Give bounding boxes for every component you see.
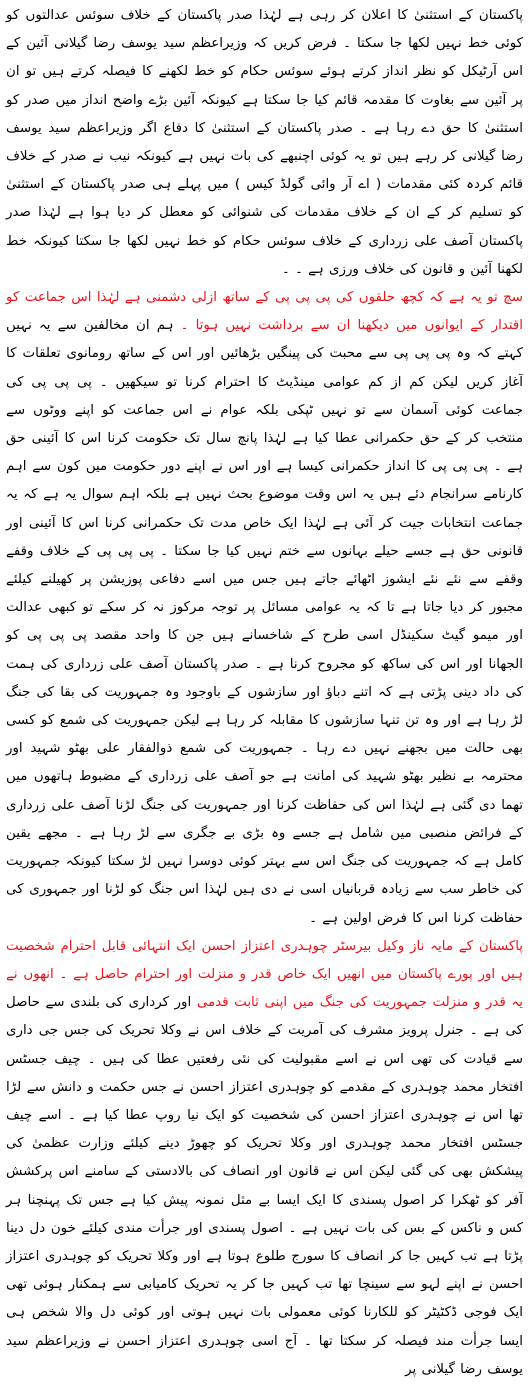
highlighted-text: سچ تو یہ ہے کہ کچھ حلقوں کی پی پی پی کے ساتھ ازلی دشمنی ہے لہٰذا اس جماعت کو اقتدار کے ایوانوں میں دیکھنا ان سے برداشت نہیں ہوتا ۔ bbox=[6, 290, 524, 334]
article-paragraph bbox=[6, 284, 523, 933]
highlighted-text: پاکستان کے مایہ ناز وکیل بیرسٹر چوہدری اعتزاز احسن ایک انتہائی قابل احترام شخصیت ہیں اور پورے پاکستان میں انھیں ایک خاص قدر و منزلت اور احترام حاصل ہے ۔ انھوں نے یہ قدر و منزلت جمہوریت کی جنگ میں اپنی ثابت قدمی bbox=[6, 938, 523, 1011]
article-body bbox=[6, 2, 523, 1384]
body-text: ہم ان مخالفین سے یہ نہیں کہتے کہ وہ پی پی پی سے محبت کی پینگیں بڑھائیں اور اس کے ساتھ رومانوی تعلقات کا آغاز کریں لیکن کم از کم عوامی مینڈیٹ کا احترام کرنا تو سیکھیں ۔ پی پی پی کی جماعت کوئی آسمان سے تو نہیں ٹپکی بلکہ عوام نے اس جماعت کو اپنے ووٹوں سے منتخب کر کے حق حکمرانی عطا کیا ہے لہٰذا پانچ سال تک حکومت کرنا اس کا آئینی حق ہے ۔ پی پی پی کا انداز حکمرانی کیسا ہے اور اس نے اپنے دور حکومت میں کون سے اہم کارنامے سرانجام دئے ہیں یہ اس وقت موضوع بحث نہیں ہے بلکہ اہم سوال یہ ہے کہ یہ جماعت انتخابات جیت کر آئی ہے لہٰذا ایک خاص مدت تک حکمرانی کرنا اس کا آئینی اور قانونی حق ہے جسے حیلے بہانوں سے ختم نہیں کیا جا سکتا ۔ پی پی پی کے خلاف وقفے وقفے سے نئے نئے ایشوز اٹھائے جاتے ہیں جس میں اسے دفاعی پوزیشن پر کھیلنے کیلئے مجبور کر دیا جاتا ہے تا کہ یہ عوامی مسائل پر توجہ مرکوز نہ کر سکے تو کبھی عدالت اور میمو گیٹ سکینڈل اسی طرح کے شاخسانے ہیں جن کا واحد مقصد پی پی پی کو الجھانا اور اس کی ساکھ کو مجروح کرنا ہے ۔ صدر پاکستان آصف علی زرداری کی ہمت کی داد دینی پڑتی ہے کہ اتنے دباؤ اور سازشوں کے باوجود وہ جمہوریت کی بقا کی جنگ لڑ رہا ہے اور وہ تن تنہا سازشوں کا مقابلہ کر رہا ہے لیکن جمہوریت کی شمع کو کسی بھی حالت میں بجھنے نہیں دے رہا ۔ جمہوریت کی شمع ذوالفقار علی بھٹو شہید اور محترمہ بے نظیر بھٹو شہید کی امانت ہے جو آصف علی زرداری کے مضبوط ہاتھوں میں تھما دی گئی ہے لہٰذا اس کی حفاظت کرنا اور جمہوریت کی جنگ لڑنا آصف علی زرداری کے فرائض منصبی میں شامل ہے جسے وہ بڑی بے جگری سے لڑ رہا ہے ۔ مجھے یقین کامل ہے کہ جمہوریت کی جنگ اس سے بہتر کوئی دوسرا نہیں لڑ سکتا کیونکہ جمہوریت کی خاطر سب سے زیادہ قربانیاں اسی نے دی ہیں لہٰذا اس جنگ کو لڑنا اور جمہوری کی حفاظت کرنا اس کا فرض اولین ہے ۔ bbox=[6, 318, 523, 926]
body-text: پاکستان کے استثنیٰ کا اعلان کر رہی ہے لہٰذا صدر پاکستان کے خلاف سوئس عدالتوں کو کوئی خط نہیں لکھا جا سکتا ۔ فرض کریں کہ وزیراعظم سید یوسف رضا گیلانی آئین کے اس آرٹیکل کو نظر انداز کرتے ہوئے سوئس حکام کو خط لکھنے کا فیصلہ کرتے ہیں تو ان پر آئین سے بغاوت کا مقدمہ قائم کیا جا سکتا ہے کیونکہ آئین بڑے واضح انداز میں صدر کو استثنیٰ کا حق دے رہا ہے ۔ صدر پاکستان کے استثنیٰ کا دفاع اگر وزیراعظم سید یوسف رضا گیلانی کر رہے ہیں تو یہ کوئی اچنبھے کی بات نہیں ہے کیونکہ نیب نے صدر کے خلاف قائم کردہ کئی مقدمات ( اے آر وائی گولڈ کیس ) میں پہلے ہی صدر پاکستان کے استثنیٰ کو تسلیم کر کے ان کے خلاف مقدمات کی شنوائی کو معطل کر دیا ہوا ہے لہٰذا صدر پاکستان آصف علی زرداری کے خلاف سوئس حکام کو خط نہیں لکھا جا سکتا کیونکہ خط لکھنا آئین و قانون کی خلاف ورزی ہے ۔ ۔ bbox=[6, 8, 523, 277]
article-paragraph bbox=[6, 2, 523, 284]
body-text: اور کرداری کی بلندی سے حاصل کی ہے ۔ جنرل پرویز مشرف کی آمریت کے خلاف اس نے وکلا تحریک کی جس جی داری سے قیادت کی تھی اس نے اسے مقبولیت کی نئی رفعتیں عطا کی ہیں ۔ چیف جسٹس افتخار محمد چوہدری کے مقدمے کو چوہدری اعتزاز احسن نے جس حکمت و دانش سے لڑا تھا اس نے چوہدری اعتزاز احسن کی شخصیت کو ایک نیا روپ عطا کیا ہے ۔ اسے چیف جسٹس افتخار محمد چوہدری اور وکلا تحریک کو چھوڑ دینے کیلئے وزارت عظمیٰ کی پیشکش بھی کی گئی لیکن اس نے قانون اور انصاف کی بالادستی کے سامنے اس پرکشش آفر کو ٹھکرا کر اصول پسندی کا ایک ایسا بے مثل نمونہ پیش کیا ہے جس تک پہنچنا ہر کس و ناکس کے بس کی بات نہیں ہے ۔ اصول پسندی اور جرأت مندی کیلئے خون دل دینا پڑتا ہے تب کہیں جا کر انصاف کا سورج طلوع ہوتا ہے اور وکلا تحریک کو چوہدری اعتزاز احسن نے اپنے لہو سے سینچا تھا تب کہیں جا کر یہ تحریک کامیابی سے ہمکنار ہوئی تھی ایک فوجی ڈکٹیٹر کو للکارنا کوئی معمولی بات نہیں ہوتی اور کوئی دل والا شخص ہی ایسا جرأت مند فیصلہ کر سکتا تھا ۔ آج اسی چوہدری اعتزاز احسن نے وزیراعظم سید یوسف رضا گیلانی پر bbox=[6, 995, 523, 1377]
article-paragraph bbox=[6, 933, 523, 1384]
